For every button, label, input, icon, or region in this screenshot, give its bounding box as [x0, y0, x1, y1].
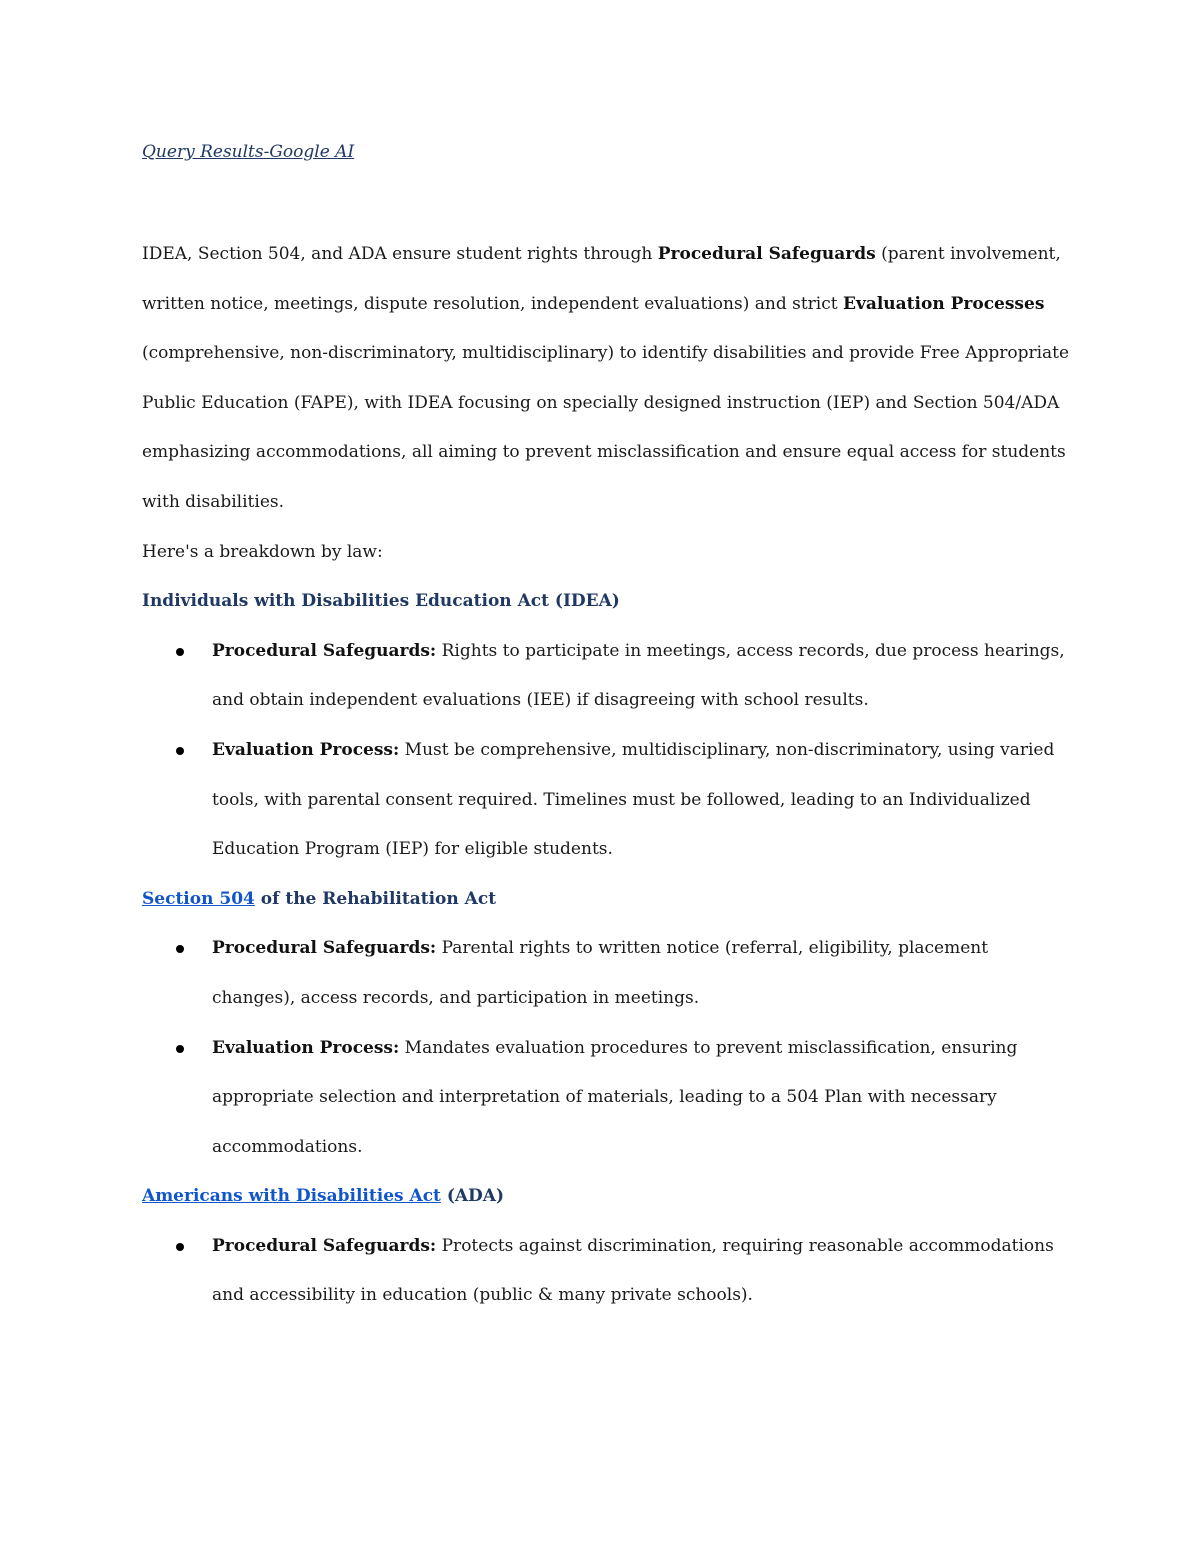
bullet-icon [176, 1045, 184, 1053]
list-item [142, 924, 1072, 1023]
bullet-text: Rights to participate in meetings, access records, due process hearings, and obtain independent evaluations (IEE) if disagreeing with school results. [212, 640, 1065, 711]
list-item [142, 726, 1072, 875]
section-heading-504 [142, 875, 1072, 925]
bullet-text: Parental rights to written notice (referral, eligibility, placement changes), access records, and participation in meetings. [212, 938, 989, 1008]
list-item [142, 627, 1072, 726]
bullet-label: Procedural Safeguards: [212, 640, 437, 661]
intro-text-c: (parent involvement, written notice, meetings, dispute resolution, independent evaluations) and strict [142, 244, 1061, 314]
section-heading-idea: Individuals with Disabilities Education Act (IDEA) [142, 591, 620, 612]
ada-bullet-list [142, 1222, 1072, 1321]
bullet-text: Protects against discrimination, requiring reasonable accommodations and accessibility in education (public & many private schools). [212, 1235, 1054, 1306]
section-504-bullet-list [142, 924, 1072, 1172]
idea-bullet-list [142, 627, 1072, 875]
section-504-heading-rest: of the Rehabilitation Act [254, 888, 497, 909]
list-item [142, 1222, 1072, 1321]
intro-bold-procedural: Procedural Safeguards [657, 244, 876, 264]
bullet-icon [176, 1243, 184, 1251]
document-body [142, 230, 1072, 1321]
breakdown-paragraph: Here's a breakdown by law: [142, 541, 383, 562]
bullet-text: Must be comprehensive, multidisciplinary, non-discriminatory, using varied tools, with parental consent required. Timelines must be followed, leading to an Individualized Education Program (IEP) for eligible students. [212, 739, 1055, 860]
bullet-icon [176, 945, 184, 953]
section-504-link[interactable]: Section 504 [142, 888, 255, 909]
bullet-label: Evaluation Process: [212, 739, 400, 760]
document-title: Query Results-Google AI [142, 142, 355, 162]
ada-link[interactable]: Americans with Disabilities Act [142, 1186, 441, 1207]
list-item [142, 1024, 1072, 1173]
bullet-label: Procedural Safeguards: [212, 938, 437, 959]
intro-text-a: IDEA, Section 504, and ADA ensure student rights through [142, 244, 658, 264]
intro-bold-evaluation: Evaluation Processes [843, 293, 1045, 314]
bullet-text: Mandates evaluation procedures to prevent misclassification, ensuring appropriate selection and interpretation of materials, leading to a 504 Plan with necessary accommodations. [212, 1037, 1018, 1157]
ada-heading-rest: (ADA) [440, 1186, 505, 1207]
bullet-label: Evaluation Process: [212, 1037, 400, 1058]
bullet-icon [176, 648, 184, 656]
bullet-icon [176, 747, 184, 755]
intro-paragraph [142, 230, 1072, 528]
section-heading-ada [142, 1172, 1072, 1222]
intro-text-e: (comprehensive, non-discriminatory, multidisciplinary) to identify disabilities and provide Free Appropriate Public Education (FAPE), with IDEA focusing on specially designed instruction (IEP) and Section 504/ADA emphasizing accommodations, all aiming to prevent misclassification and ensure equal access for students with disabilities. [142, 343, 1070, 512]
bullet-label: Procedural Safeguards: [212, 1235, 437, 1256]
